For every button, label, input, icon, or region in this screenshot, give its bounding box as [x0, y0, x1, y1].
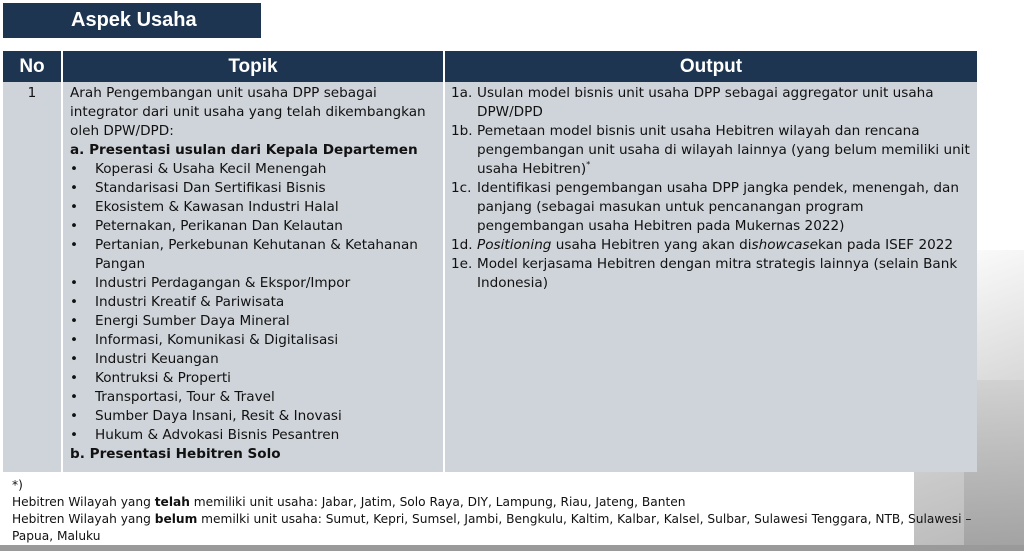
list-item	[70, 293, 437, 312]
bullet-icon: •	[70, 218, 79, 234]
list-item	[70, 331, 437, 350]
output-number: 1c.	[451, 180, 472, 196]
footnote-line-telah	[12, 494, 982, 511]
output-list	[451, 84, 971, 293]
output-item-1c	[451, 179, 971, 236]
list-item-label: Transportasi, Tour & Travel	[95, 389, 275, 405]
list-item-label: Industri Keuangan	[95, 351, 219, 367]
output-text: kan pada ISEF 2022	[817, 237, 954, 253]
list-item-label: Hukum & Advokasi Bisnis Pesantren	[95, 427, 340, 443]
table-header-row	[3, 51, 977, 82]
list-item	[70, 160, 437, 179]
bullet-icon: •	[70, 180, 79, 196]
list-item-label: Peternakan, Perikanan Dan Kelautan	[95, 218, 343, 234]
output-text: Usulan model bisnis unit usaha DPP sebagai aggregator unit usaha DPW/DPD	[477, 85, 934, 120]
page-title: Aspek Usaha	[3, 3, 261, 38]
footnote-text: Hebitren Wilayah yang	[12, 512, 155, 526]
list-item	[70, 350, 437, 369]
footnote-bold: belum	[154, 512, 198, 526]
bullet-icon: •	[70, 237, 79, 253]
footnote-marker: *)	[12, 478, 23, 492]
section-b-heading: b. Presentasi Hebitren Solo	[70, 446, 281, 462]
section-a-heading: a. Presentasi usulan dari Kepala Departemen	[70, 142, 418, 158]
footnote-text: memiliki unit usaha: Jabar, Jatim, Solo Raya, DIY, Lampung, Riau, Jateng, Banten	[189, 495, 686, 509]
list-item	[70, 236, 437, 274]
list-item	[70, 274, 437, 293]
bullet-icon: •	[70, 161, 79, 177]
output-number: 1d.	[451, 237, 473, 253]
list-item-label: Pertanian, Perkebunan Kehutanan & Ketahanan Pangan	[95, 237, 418, 272]
list-item-label: Informasi, Komunikasi & Digitalisasi	[95, 332, 339, 348]
row-number: 1	[3, 82, 62, 472]
footnote-text: memilki unit usaha: Sumut, Kepri, Sumsel, Jambi, Bengkulu, Kaltim, Kalbar, Kalsel, Sulbar, Sulawesi Tenggara, NTB, Sulawesi – Papua, Maluku	[12, 512, 972, 543]
output-item-1b	[451, 122, 971, 179]
list-item-label: Industri Perdagangan & Ekspor/Impor	[95, 275, 351, 291]
header-topik: Topik	[62, 51, 444, 82]
bullet-icon: •	[70, 313, 79, 329]
output-item-1e	[451, 255, 971, 293]
bullet-icon: •	[70, 370, 79, 386]
footnote-bold: telah	[154, 495, 190, 509]
list-item-label: Industri Kreatif & Pariwisata	[95, 294, 285, 310]
output-text-italic: Positioning	[477, 237, 552, 253]
footnote-line-belum	[12, 511, 982, 545]
list-item	[70, 388, 437, 407]
list-item-label: Koperasi & Usaha Kecil Menengah	[95, 161, 327, 177]
list-item	[70, 217, 437, 236]
list-item	[70, 198, 437, 217]
bullet-icon: •	[70, 332, 79, 348]
list-item	[70, 179, 437, 198]
list-item-label: Kontruksi & Properti	[95, 370, 231, 386]
bullet-icon: •	[70, 199, 79, 215]
output-text-italic: showcase	[751, 237, 818, 253]
bullet-icon: •	[70, 427, 79, 443]
bullet-icon: •	[70, 389, 79, 405]
output-item-1d	[451, 236, 971, 255]
output-text: Identifikasi pengembangan usaha DPP jangka pendek, menengah, dan panjang (sebagai masukan untuk pencanangan program pengembangan usaha Hebitren pada Mukernas 2022)	[477, 180, 959, 234]
list-item	[70, 369, 437, 388]
bullet-icon: •	[70, 275, 79, 291]
output-item-1a	[451, 84, 971, 122]
bullet-icon: •	[70, 351, 79, 367]
list-item	[70, 426, 437, 445]
list-item	[70, 312, 437, 331]
footnote-marker: *	[586, 160, 591, 169]
list-item-label: Ekosistem & Kawasan Industri Halal	[95, 199, 339, 215]
output-text: Pemetaan model bisnis unit usaha Hebitren wilayah dan rencana pengembangan unit usaha di wilayah lainnya (yang belum memiliki unit usaha Hebitren)	[477, 123, 970, 177]
list-item-label: Energi Sumber Daya Mineral	[95, 313, 290, 329]
list-item-label: Sumber Daya Insani, Resit & Inovasi	[95, 408, 342, 424]
topic-bullet-list	[70, 160, 437, 445]
list-item	[70, 407, 437, 426]
bottom-strip	[0, 545, 1024, 551]
output-number: 1b.	[451, 123, 473, 139]
output-number: 1e.	[451, 256, 473, 272]
footnote-text: Hebitren Wilayah yang	[12, 495, 155, 509]
header-output: Output	[444, 51, 977, 82]
output-number: 1a.	[451, 85, 473, 101]
footnote	[12, 477, 982, 545]
list-item-label: Standarisasi Dan Sertifikasi Bisnis	[95, 180, 326, 196]
header-no: No	[3, 51, 62, 82]
output-text: Model kerjasama Hebitren dengan mitra strategis lainnya (selain Bank Indonesia)	[477, 256, 958, 291]
output-cell	[444, 82, 977, 472]
output-text: usaha Hebitren yang akan di	[551, 237, 752, 253]
bullet-icon: •	[70, 294, 79, 310]
aspek-usaha-table	[3, 51, 977, 472]
topic-cell	[62, 82, 444, 472]
bullet-icon: •	[70, 408, 79, 424]
table-row	[3, 82, 977, 472]
topic-intro: Arah Pengembangan unit usaha DPP sebagai integrator dari unit usaha yang telah dikembangkan oleh DPW/DPD:	[70, 85, 426, 139]
